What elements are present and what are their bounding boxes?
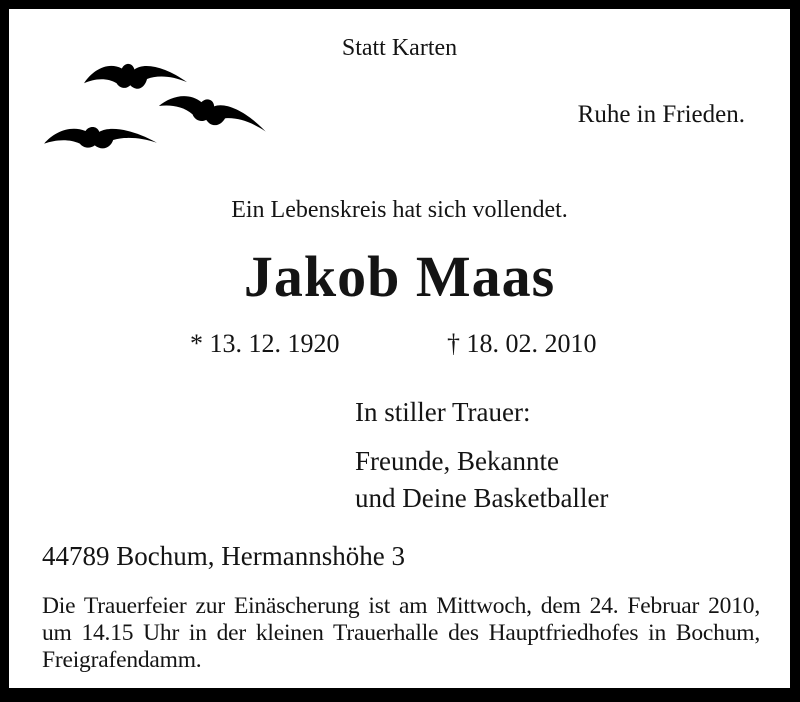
mourning-label: In stiller Trauer: [355, 397, 531, 427]
birth-date: * 13. 12. 1920 [190, 329, 340, 358]
intro-line: Ein Lebenskreis hat sich vollendet. [231, 197, 568, 223]
flying-birds-icon [38, 52, 288, 167]
motto: Ruhe in Frieden. [577, 101, 745, 128]
deceased-name: Jakob Maas [243, 244, 556, 309]
death-date: † 18. 02. 2010 [447, 329, 597, 358]
mourners-line: Freunde, Bekannte [355, 446, 559, 476]
pre-line: Statt Karten [341, 35, 458, 61]
mourners-line: und Deine Basketballer [355, 483, 609, 513]
funeral-details: Die Trauerfeier zur Einäscherung ist am Mittwoch, dem 24. Februar 2010, um 14.15 Uhr in der kleinen Trauerhalle des Hauptfriedhofes in Bochum, Freigrafendamm. [42, 593, 760, 673]
mourners-list [355, 443, 608, 517]
address-line: 44789 Bochum, Hermannshöhe 3 [42, 541, 405, 571]
